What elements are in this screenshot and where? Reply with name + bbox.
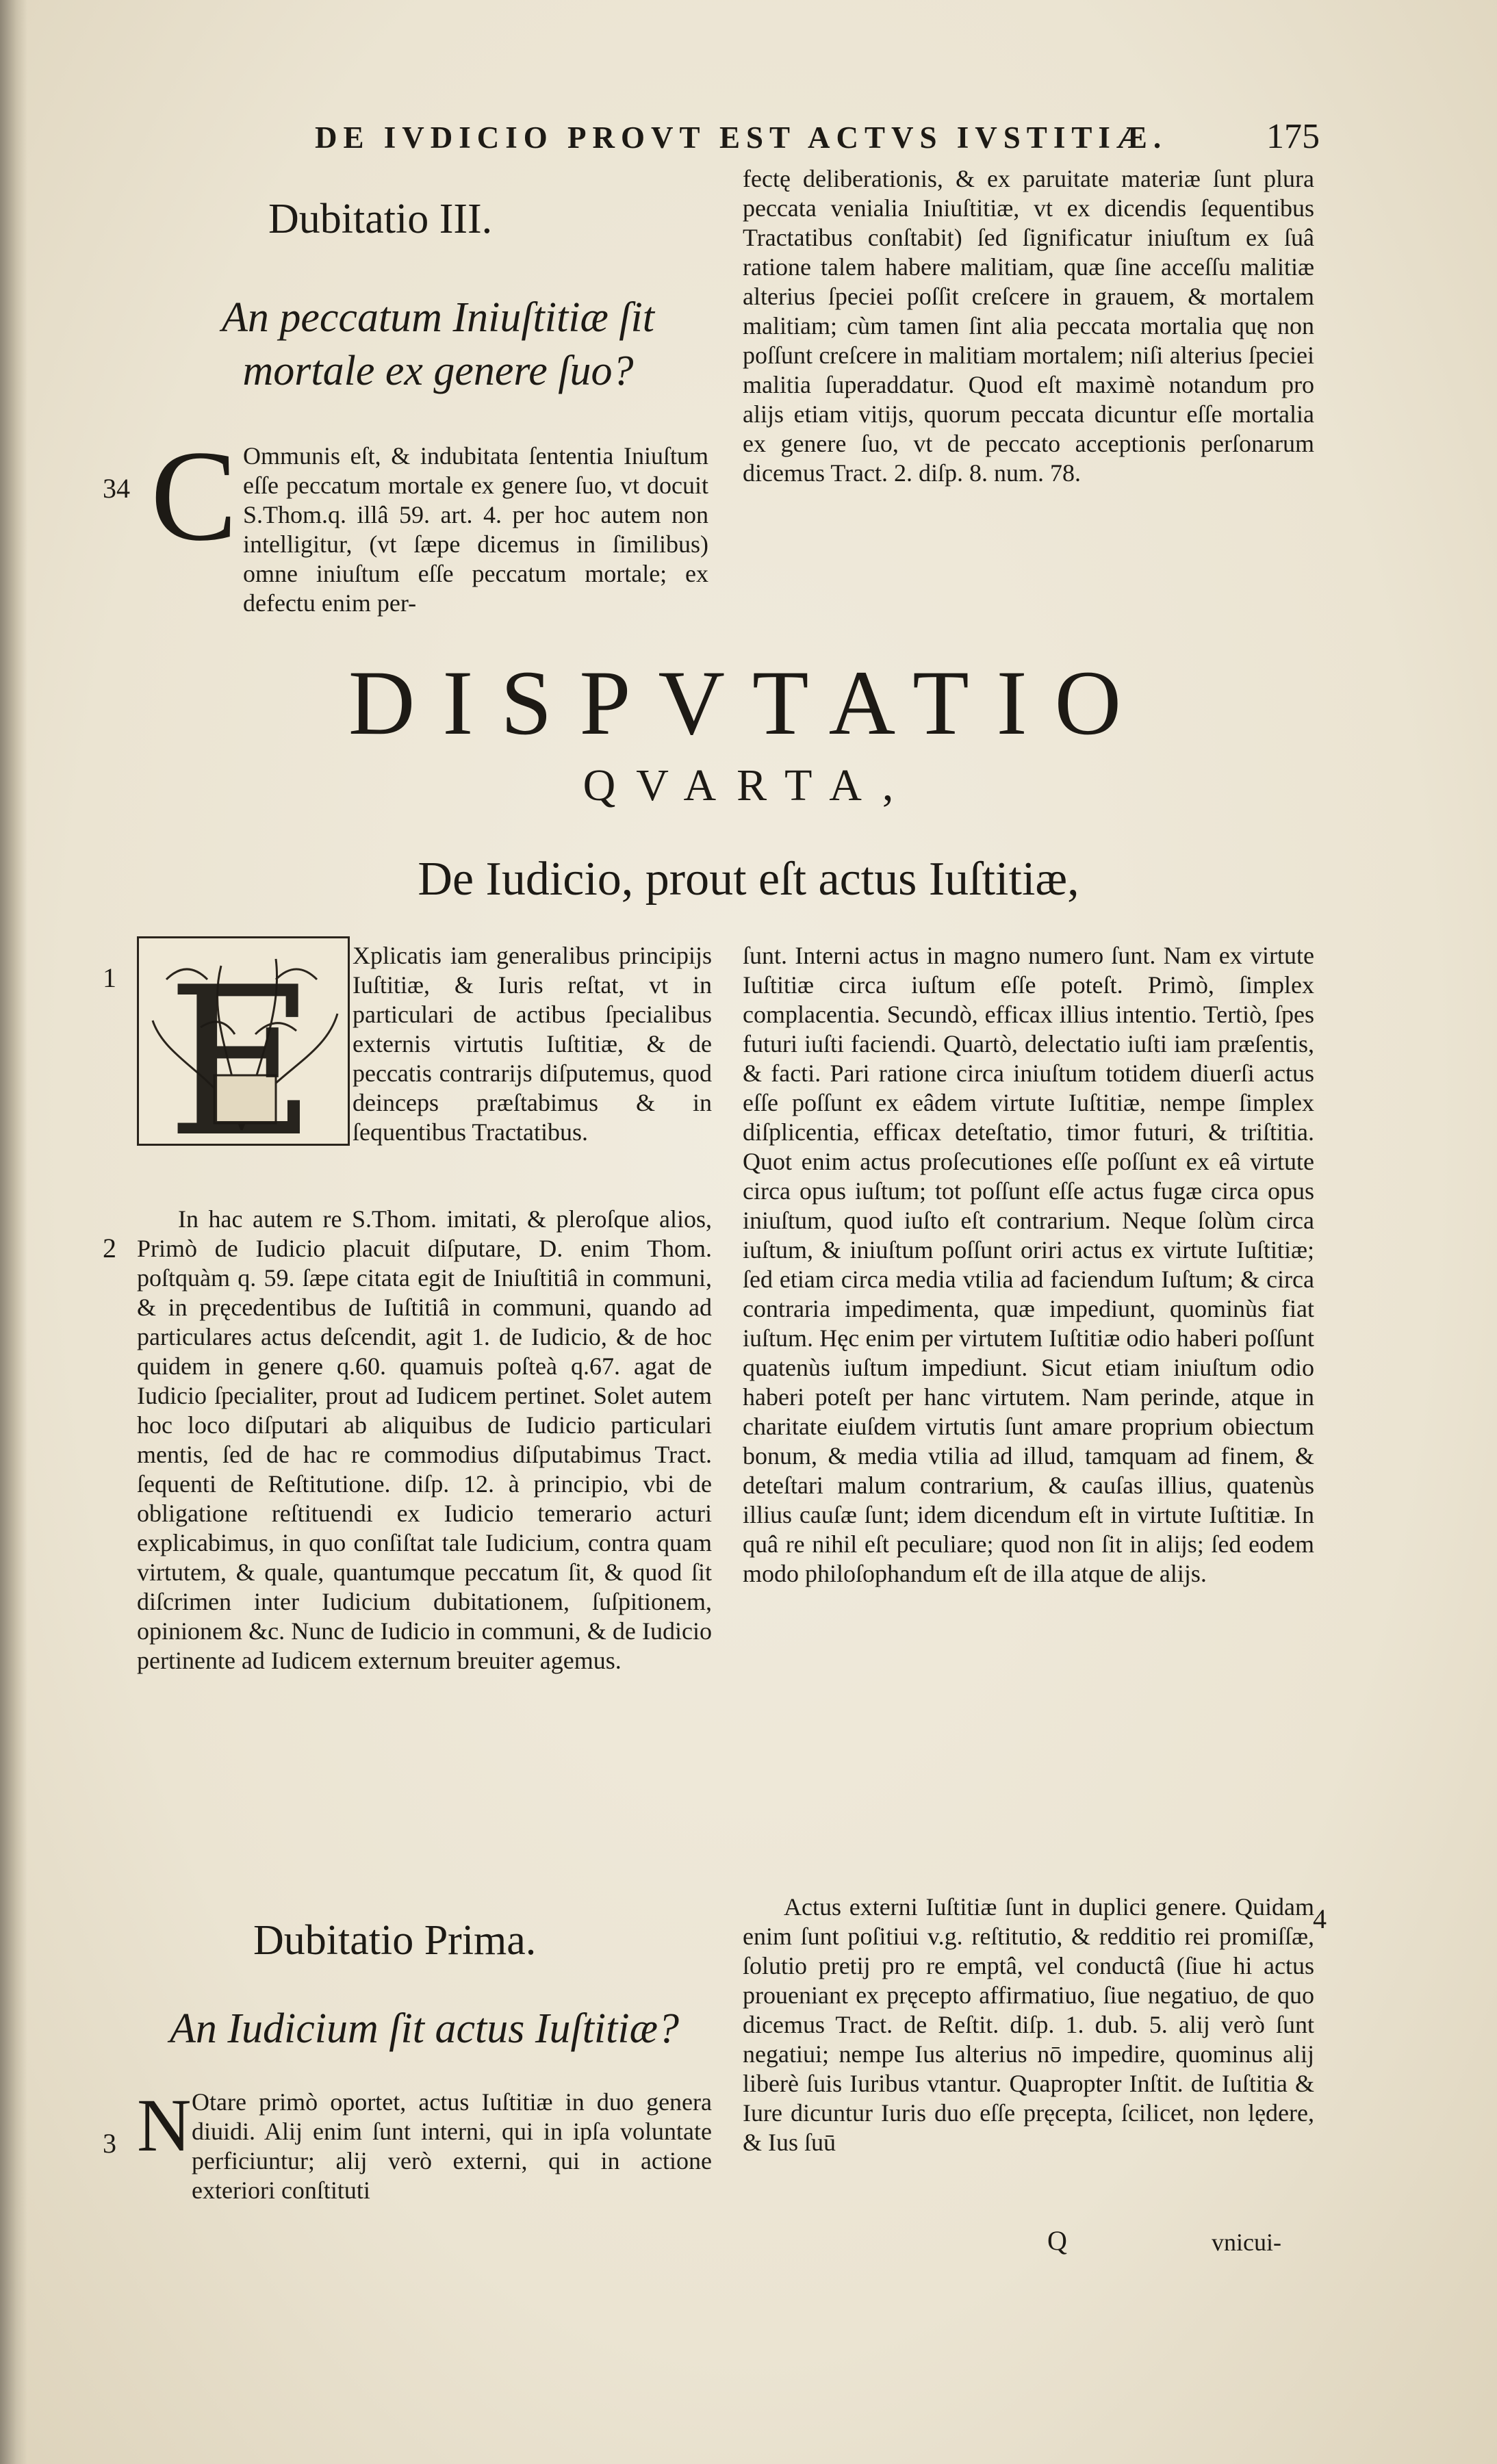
paragraph-1-beside-initial xyxy=(353,941,712,1147)
dubitatio-prima-question: An Iudicium ſit actus Iuſtitiæ? xyxy=(170,2005,679,2052)
initial-capital-n: N xyxy=(137,2083,192,2167)
page-gutter-shadow xyxy=(0,0,27,2464)
paragraph-2: In hac autem re S.Thom. imitati, & pleroſque alios, Primò de Iudicio placuit diſputare, D. enim Thom. poſtquàm q. 59. ſæpe citata egit de Iniuſtitiâ in communi, & in pręcedentibus de Iuſtitiâ in communi, quando ad particulares actus deſcendit, agit 1. de Iudicio, & de hoc quidem in genere q.60. quamuis poſteà q.67. agat de Iudicio ſpecialiter, prout ad Iudicem pertinet. Solet autem hoc loco diſputari ab aliquibus de Iudicio particulari mentis, ſed de hac re commodius diſputabimus Tract. ſequenti de Reſtitutione. diſp. 12. à principio, vbi de obligatione reſtituendi ex Iudicio temerario acturi explicabimus, in quo conſiſtat tale Iudicium, contra quam virtutem, & quale, quantumque peccatum ſit, & quod ſit diſcrimen inter Iudicium dubitationem, ſuſpitionem, opinionem &c. Nunc de Iudicio in communi, & de Iudicio pertinente ad Iudicem externum breuiter agemus. xyxy=(137,1205,712,1674)
dubitatio-heading: Dubitatio III. xyxy=(268,196,493,242)
dubitatio-prima-heading: Dubitatio Prima. xyxy=(253,1917,537,1964)
text-column-bottom-right xyxy=(743,941,1314,1589)
paragraph-1: Xplicatis iam generalibus principijs Iuſtitiæ, & Iuris reſtat, vt in particulari de actibus ſpecialibus externis virtutis Iuſtitiæ, & de peccatis contrarijs diſputemus, quod deinceps præſtabimus & in ſequentibus Tractatibus. xyxy=(353,942,712,1146)
paragraph-4: Actus externi Iuſtitiæ ſunt in duplici genere. Quidam enim ſunt poſitiui v.g. reſtitutio, & redditio rei promiſſæ, ſolutio pretij pro re emptâ, vel conductâ (ſiue hi actus proueniant ex pręcepto affirmatiuo, ſiue negatiuo, de quo dicemus Tract. de Reſtit. diſp. 1. dub. 5. alij verò ſunt negatiui; nempe Ius alterius nō impedire, quominus alij liberè ſuis Iuribus vtantur. Quapropter Inſtit. de Iuſtitia & Iure dicuntur Iuris duo eſſe pręcepta, ſcilicet, non lędere, & Ius ſuū xyxy=(743,1893,1314,2156)
paragraph-continuation: fectę deliberationis, & ex paruitate materiæ ſunt plura peccata venialia Iniuſtitiæ, vt ex dicendis ſequentibus Tractatibus conſtabit) ſed ſignificatur iniuſtum ex ſuâ ratione talem habere malitiam, quæ ſine acceſſu malitiæ alterius ſpeciei poſſit creſcere in grauem, & mortalem malitiam; cùm tamen ſint alia peccata mortalia quę non poſſunt creſcere in malitiam mortalem; niſi alterius ſpeciei malitia ſuperaddatur. Quod eſt maximè notandum pro alijs etiam vitijs, quorum peccata dicuntur eſſe mortalia ex genere ſuo, vt de peccato acceptionis perſonarum dicemus Tract. 2. diſp. 8. num. 78. xyxy=(743,165,1314,487)
disputatio-subtitle: QVARTA, xyxy=(583,760,914,810)
running-head: DE IVDICIO PROVT EST ACTVS IVSTITIÆ. xyxy=(315,120,1168,155)
catchword: vnicui- xyxy=(1212,2229,1281,2256)
marginal-number-2: 2 xyxy=(103,1233,116,1263)
initial-capital-c: C xyxy=(151,424,238,568)
marginal-number-34: 34 xyxy=(103,473,130,504)
text-column-top-right xyxy=(743,164,1314,488)
paragraph-4-block xyxy=(743,1892,1314,2157)
dubitatio-question: An peccatum Iniuſtitiæ ſit mortale ex genere ſuo? xyxy=(222,294,654,394)
text-column-bottom-left xyxy=(137,1205,712,1676)
disputatio-title: DISPVTATIO xyxy=(348,652,1149,754)
disputatio-heading: De Iudicio, prout eſt actus Iuſtitiæ, xyxy=(418,853,1079,906)
text-column-top-left-lead xyxy=(243,441,708,618)
svg-text:E: E xyxy=(166,943,316,1144)
page-number: 175 xyxy=(1266,117,1320,156)
marginal-number-3: 3 xyxy=(103,2128,116,2159)
decorated-initial-e xyxy=(137,936,350,1146)
marginal-number-1: 1 xyxy=(103,962,116,993)
marginal-number-4: 4 xyxy=(1313,1903,1327,1934)
paragraph-34: Ommunis eſt, & indubitata ſententia Iniuſtum eſſe peccatum mortale ex genere ſuo, vt docuit S.Thom.q. illâ 59. art. 4. per hoc autem non intelligitur, (vt ſæpe dicemus in ſimilibus) omne iniuſtum eſſe peccatum mortale; ex defectu enim per- xyxy=(243,442,708,617)
paragraph-internal-acts: ſunt. Interni actus in magno numero ſunt. Nam ex virtute Iuſtitiæ circa iuſtum eſſe poteſt. Primò, ſimplex complacentia. Secundò, efficax illius intentio. Tertiò, ſpes futuri iuſti faciendi. Quartò, delectatio iuſti iam præſentis, & facti. Pari ratione circa iniuſtum totidem diuerſi actus eſſe poſſunt ex eâdem virtute Iuſtitiæ, nempe ſimplex diſplicentia, efficax deteſtatio, timor futuri, & triſtitia. Quot enim actus proſecutiones eſſe poſſunt ex eâ virtute circa opus iuſtum; tot poſſunt eſſe actus fugæ circa opus iniuſtum, quod iuſto eſt contrarium. Neque ſolùm circa iuſtum, & iniuſtum poſſunt oriri actus ex virtute Iuſtitiæ; ſed etiam circa media vtilia ad faciendum Iuſtum; & circa contraria impedimenta, quæ impediunt, quominùs fiat iuſtum. Hęc enim per virtutem Iuſtitiæ odio haberi poſſunt quatenùs iuſtum impediunt. Sicut etiam iniuſtum odio haberi poteſt per hanc virtutem. Nam perinde, atque in charitate eiuſdem virtutis ſunt amare proprium obiectum bonum, & media vtilia ad illud, tamquam ad finem, & deteſtari malum contrarium, & cauſas illius, quatenùs illius cauſæ ſunt; idem dicendum eſt in virtute Iuſtitiæ. In quâ re nihil eſt peculiare; quod non ſit in alijs; ſed eodem modo philoſophandum eſt de illa atque de alijs. xyxy=(743,942,1314,1587)
paragraph-3-block xyxy=(192,2088,712,2205)
paragraph-3: Otare primò oportet, actus Iuſtitiæ in duo genera diuidi. Alij enim ſunt interni, qui in ipſa voluntate perficiuntur; alij verò externi, qui in actione exteriori conſtituti xyxy=(192,2088,712,2204)
signature-mark: Q xyxy=(1047,2225,1067,2256)
